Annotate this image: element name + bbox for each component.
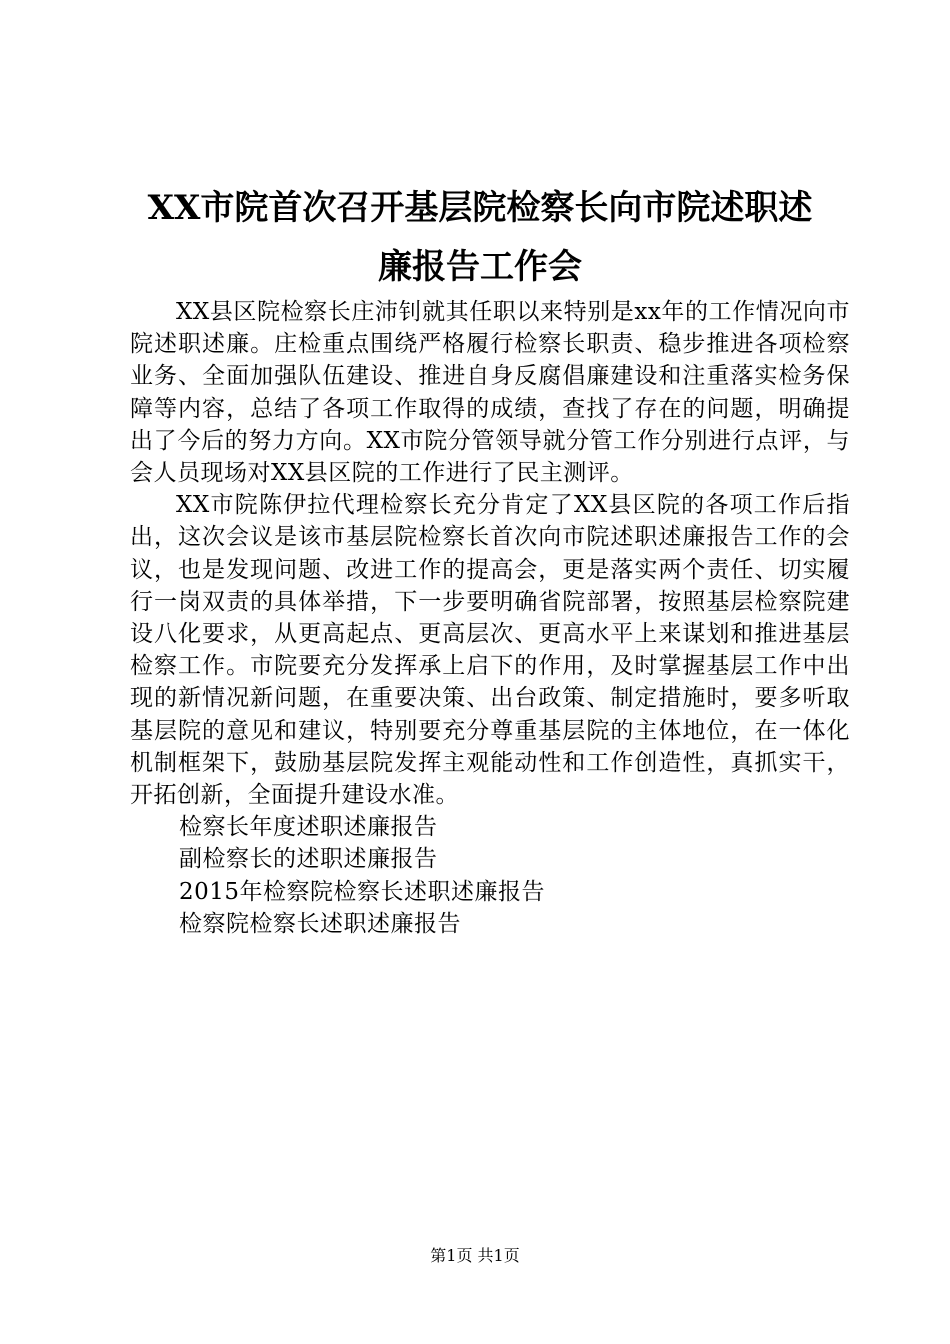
related-report-item: 检察长年度述职述廉报告: [179, 814, 438, 841]
page-footer: 第1页 共1页: [430, 1246, 520, 1265]
related-reports-list: [130, 811, 850, 940]
document-title-line-1: XX市院首次召开基层院检察长向市院述职述: [147, 188, 813, 228]
document-title-line-2: 廉报告工作会: [378, 247, 582, 287]
related-report-item: 副检察长的述职述廉报告: [179, 846, 438, 873]
related-report-item: 检察院检察长述职述廉报告: [179, 910, 461, 937]
document-body: [130, 296, 850, 940]
body-paragraph-2: XX市院陈伊拉代理检察长充分肯定了XX县区院的各项工作后指出，这次会议是该市基层院检察长首次向市院述职述廉报告工作的会议，也是发现问题、改进工作的提高会，更是落实两个责任、切实履行一岗双责的具体举措，下一步要明确省院部署，按照基层检察院建设八化要求，从更高起点、更高层次、更高水平上来谋划和推进基层检察工作。市院要充分发挥承上启下的作用，及时掌握基层工作中出现的新情况新问题，在重要决策、出台政策、制定措施时，要多听取基层院的意见和建议，特别要充分尊重基层院的主体地位，在一体化机制框架下，鼓励基层院发挥主观能动性和工作创造性，真抓实干，开拓创新，全面提升建设水准。: [130, 492, 850, 809]
related-report-item: 2015年检察院检察长述职述廉报告: [179, 878, 546, 905]
body-paragraph-1: XX县区院检察长庄沛钊就其任职以来特别是xx年的工作情况向市院述职述廉。庄检重点围绕严格履行检察长职责、稳步推进各项检察业务、全面加强队伍建设、推进自身反腐倡廉建设和注重落实检务保障等内容，总结了各项工作取得的成绩，查找了存在的问题，明确提出了今后的努力方向。XX市院分管领导就分管工作分别进行点评，与会人员现场对XX县区院的工作进行了民主测评。: [130, 299, 850, 487]
